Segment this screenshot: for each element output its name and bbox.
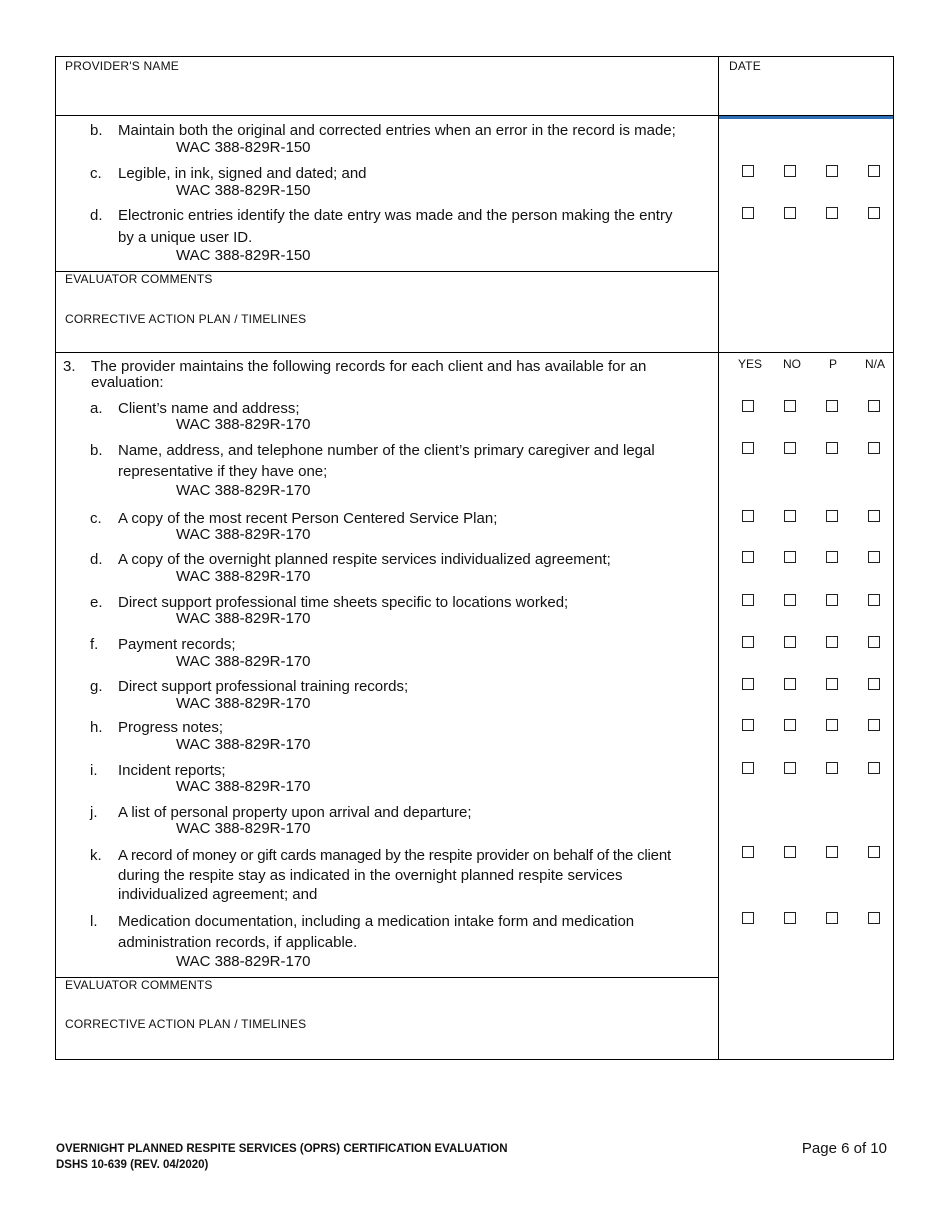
s3-item-c-wac: WAC 388-829R-170: [176, 526, 311, 543]
s3-d-yes-checkbox[interactable]: [742, 551, 754, 563]
s3-item-b-wac: WAC 388-829R-170: [176, 482, 311, 499]
s2-item-d-text2: by a unique user ID.: [118, 229, 253, 246]
s3-item-k-text: A record of money or gift cards managed by the respite provider on behalf of the client: [118, 847, 671, 864]
s3-item-l-text: Medication documentation, including a medication intake form and medication: [118, 913, 635, 930]
s2-d-p-checkbox[interactable]: [826, 207, 838, 219]
s3-i-na-checkbox[interactable]: [868, 762, 880, 774]
date-field[interactable]: [724, 76, 888, 112]
s3-item-g-wac: WAC 388-829R-170: [176, 695, 311, 712]
s2-item-c-letter: c.: [90, 165, 102, 182]
s2-d-yes-checkbox[interactable]: [742, 207, 754, 219]
s3-c-na-checkbox[interactable]: [868, 510, 880, 522]
s3-title-line2: evaluation:: [91, 374, 164, 391]
s3-item-i-letter: i.: [90, 762, 98, 779]
col-no-header: NO: [783, 357, 801, 371]
s3-d-na-checkbox[interactable]: [868, 551, 880, 563]
s2-item-c-wac: WAC 388-829R-150: [176, 182, 311, 199]
section3-divider: [718, 352, 719, 1060]
s3-a-no-checkbox[interactable]: [784, 400, 796, 412]
s3-item-f-wac: WAC 388-829R-170: [176, 653, 311, 670]
s3-number: 3.: [63, 358, 76, 375]
s3-f-p-checkbox[interactable]: [826, 636, 838, 648]
s2-item-d-letter: d.: [90, 207, 103, 224]
s3-a-yes-checkbox[interactable]: [742, 400, 754, 412]
section2-divider: [718, 116, 719, 353]
s2-d-no-checkbox[interactable]: [784, 207, 796, 219]
s2-evaluator-comments-label: EVALUATOR COMMENTS: [65, 272, 213, 286]
s2-c-no-checkbox[interactable]: [784, 165, 796, 177]
s3-f-yes-checkbox[interactable]: [742, 636, 754, 648]
s3-item-f-text: Payment records;: [118, 636, 236, 653]
s3-i-no-checkbox[interactable]: [784, 762, 796, 774]
s3-corrective-action-field[interactable]: [60, 1033, 710, 1057]
s3-evaluator-comments-field[interactable]: [60, 994, 710, 1014]
s3-item-g-letter: g.: [90, 678, 103, 695]
s3-corrective-action-label: CORRECTIVE ACTION PLAN / TIMELINES: [65, 1017, 307, 1031]
s3-l-yes-checkbox[interactable]: [742, 912, 754, 924]
s3-e-na-checkbox[interactable]: [868, 594, 880, 606]
s3-item-b-text: Name, address, and telephone number of the client’s primary caregiver and legal: [118, 442, 655, 459]
s3-item-k-text2: during the respite stay as indicated in the overnight planned respite services: [118, 867, 623, 884]
s3-e-no-checkbox[interactable]: [784, 594, 796, 606]
s3-item-i-wac: WAC 388-829R-170: [176, 778, 311, 795]
s2-c-p-checkbox[interactable]: [826, 165, 838, 177]
s3-item-h-text: Progress notes;: [118, 719, 224, 736]
s3-item-b-letter: b.: [90, 442, 103, 459]
s3-item-l-letter: l.: [90, 913, 98, 930]
s3-item-e-wac: WAC 388-829R-170: [176, 610, 311, 627]
s3-item-e-letter: e.: [90, 594, 103, 611]
s3-e-p-checkbox[interactable]: [826, 594, 838, 606]
s3-i-yes-checkbox[interactable]: [742, 762, 754, 774]
s3-h-yes-checkbox[interactable]: [742, 719, 754, 731]
s3-item-h-wac: WAC 388-829R-170: [176, 736, 311, 753]
col-p-header: P: [828, 357, 837, 371]
s3-item-j-letter: j.: [90, 804, 98, 821]
s3-g-na-checkbox[interactable]: [868, 678, 880, 690]
s3-g-yes-checkbox[interactable]: [742, 678, 754, 690]
s3-item-d-letter: d.: [90, 551, 103, 568]
s3-l-no-checkbox[interactable]: [784, 912, 796, 924]
s3-item-c-text: A copy of the most recent Person Centered Service Plan;: [118, 510, 498, 527]
s3-g-p-checkbox[interactable]: [826, 678, 838, 690]
s3-c-p-checkbox[interactable]: [826, 510, 838, 522]
s3-item-a-wac: WAC 388-829R-170: [176, 416, 311, 433]
s3-d-no-checkbox[interactable]: [784, 551, 796, 563]
s3-item-d-wac: WAC 388-829R-170: [176, 568, 311, 585]
s3-item-j-wac: WAC 388-829R-170: [176, 820, 311, 837]
s2-item-d-wac: WAC 388-829R-150: [176, 247, 311, 264]
s3-l-na-checkbox[interactable]: [868, 912, 880, 924]
footer-form-number: DSHS 10-639 (REV. 04/2020): [56, 1159, 209, 1171]
s3-a-na-checkbox[interactable]: [868, 400, 880, 412]
s2-item-c-text: Legible, in ink, signed and dated; and: [118, 165, 367, 182]
footer-title: OVERNIGHT PLANNED RESPITE SERVICES (OPRS) CERTIFICATION EVALUATION: [56, 1143, 508, 1155]
header-divider: [718, 56, 719, 116]
provider-name-field[interactable]: [60, 76, 710, 112]
s3-l-p-checkbox[interactable]: [826, 912, 838, 924]
provider-name-label: PROVIDER'S NAME: [65, 59, 179, 73]
s3-k-yes-checkbox[interactable]: [742, 846, 754, 858]
s2-item-b-letter: b.: [90, 122, 103, 139]
s2-corrective-action-field[interactable]: [60, 328, 710, 350]
s2-item-b-wac: WAC 388-829R-150: [176, 139, 311, 156]
date-label: DATE: [729, 59, 761, 73]
s2-item-d-text: Electronic entries identify the date entry was made and the person making the entry: [118, 207, 673, 224]
s3-b-na-checkbox[interactable]: [868, 442, 880, 454]
s3-h-no-checkbox[interactable]: [784, 719, 796, 731]
s3-a-p-checkbox[interactable]: [826, 400, 838, 412]
s3-k-na-checkbox[interactable]: [868, 846, 880, 858]
s3-item-a-letter: a.: [90, 400, 103, 417]
s3-k-no-checkbox[interactable]: [784, 846, 796, 858]
col-na-header: N/A: [864, 357, 885, 371]
s3-item-k-text3: individualized agreement; and: [118, 886, 318, 903]
col-yes-header: YES: [737, 357, 762, 371]
s3-item-l-wac: WAC 388-829R-170: [176, 953, 311, 970]
s3-evaluator-comments-label: EVALUATOR COMMENTS: [65, 978, 213, 992]
s3-f-na-checkbox[interactable]: [868, 636, 880, 648]
s3-e-yes-checkbox[interactable]: [742, 594, 754, 606]
s3-item-k-letter: k.: [90, 847, 102, 864]
s3-i-p-checkbox[interactable]: [826, 762, 838, 774]
s3-f-no-checkbox[interactable]: [784, 636, 796, 648]
s3-b-p-checkbox[interactable]: [826, 442, 838, 454]
s3-item-l-text2: administration records, if applicable.: [118, 934, 358, 951]
s2-c-yes-checkbox[interactable]: [742, 165, 754, 177]
s3-item-i-text: Incident reports;: [118, 762, 226, 779]
s2-d-na-checkbox[interactable]: [868, 207, 880, 219]
s2-evaluator-comments-field[interactable]: [60, 288, 710, 308]
s3-g-no-checkbox[interactable]: [784, 678, 796, 690]
s3-item-c-letter: c.: [90, 510, 102, 527]
s3-b-no-checkbox[interactable]: [784, 442, 796, 454]
s3-item-g-text: Direct support professional training records;: [118, 678, 409, 695]
s2-corrective-action-label: CORRECTIVE ACTION PLAN / TIMELINES: [65, 312, 307, 326]
s3-item-h-letter: h.: [90, 719, 103, 736]
s3-c-no-checkbox[interactable]: [784, 510, 796, 522]
s3-title-line1: The provider maintains the following records for each client and has available for an: [91, 358, 647, 375]
s3-item-j-text: A list of personal property upon arrival and departure;: [118, 804, 472, 821]
s3-item-a-text: Client’s name and address;: [118, 400, 300, 417]
s3-item-b-text2: representative if they have one;: [118, 463, 328, 480]
s3-h-p-checkbox[interactable]: [826, 719, 838, 731]
s3-item-d-text: A copy of the overnight planned respite services individualized agreement;: [118, 551, 611, 568]
s3-item-f-letter: f.: [90, 636, 99, 653]
page-number: Page 6 of 10: [801, 1140, 887, 1157]
s3-b-yes-checkbox[interactable]: [742, 442, 754, 454]
s2-c-na-checkbox[interactable]: [868, 165, 880, 177]
s3-item-e-text: Direct support professional time sheets specific to locations worked;: [118, 594, 569, 611]
s3-c-yes-checkbox[interactable]: [742, 510, 754, 522]
s3-d-p-checkbox[interactable]: [826, 551, 838, 563]
s3-k-p-checkbox[interactable]: [826, 846, 838, 858]
s2-item-b-text: Maintain both the original and corrected entries when an error in the record is made;: [118, 122, 676, 139]
s3-h-na-checkbox[interactable]: [868, 719, 880, 731]
